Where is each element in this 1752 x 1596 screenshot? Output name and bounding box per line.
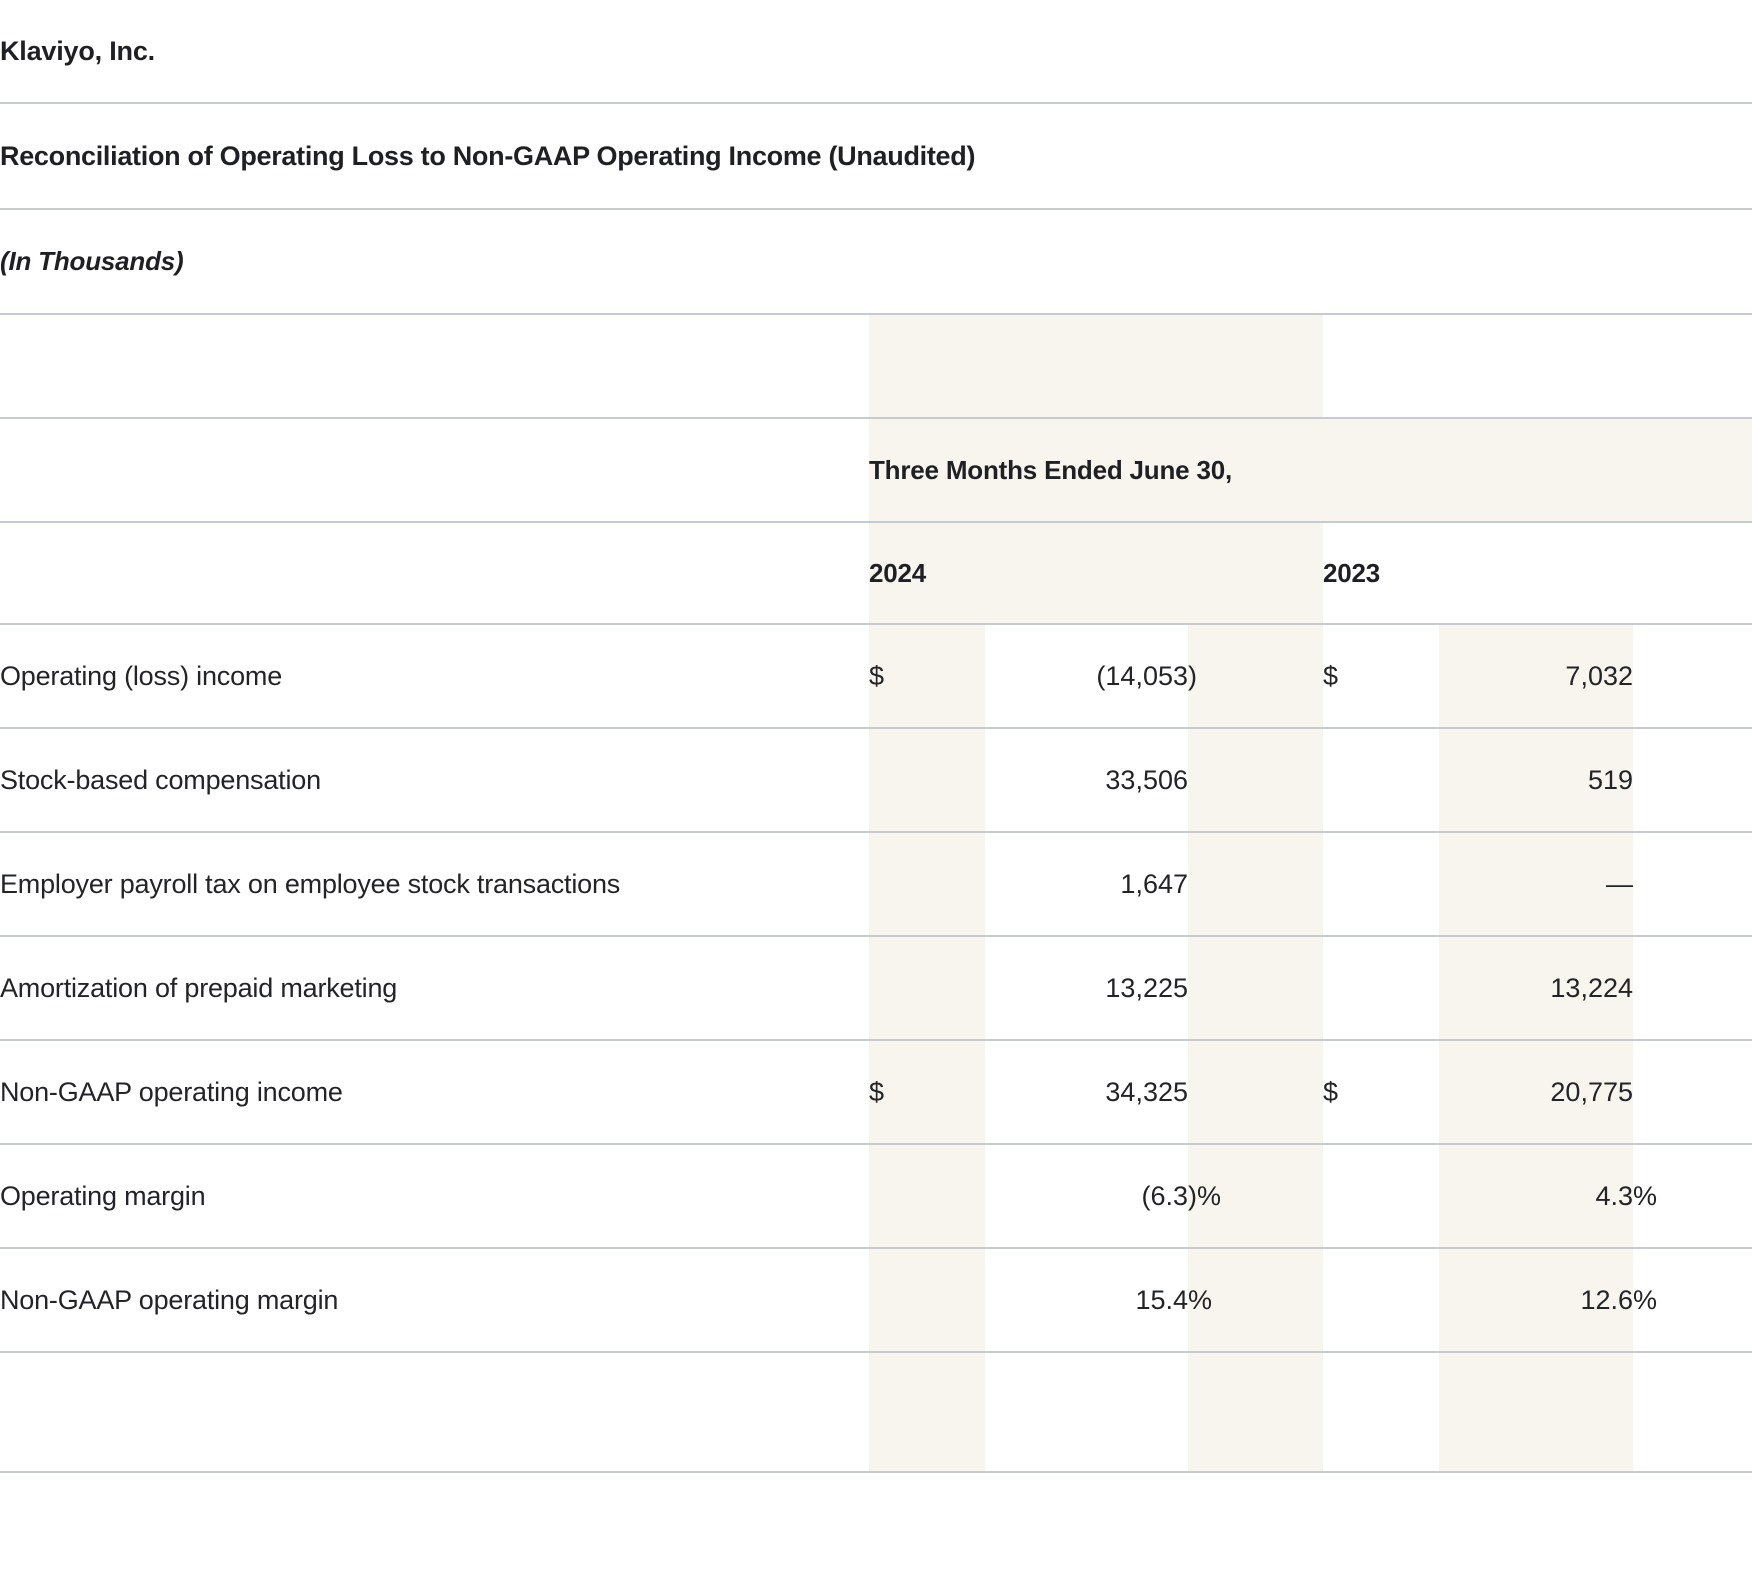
document-title: Reconciliation of Operating Loss to Non-GAAP Operating Income (Unaudited) <box>0 103 1752 209</box>
footer-blank-num1 <box>985 1352 1188 1472</box>
cell-suffix-2024 <box>1188 936 1323 1040</box>
cell-suffix-2023: % <box>1633 1144 1752 1248</box>
table-row <box>0 936 1752 1040</box>
cell-suffix-2023 <box>1633 936 1752 1040</box>
document-title-row <box>0 103 1752 209</box>
company-name: Klaviyo, Inc. <box>0 0 1752 103</box>
year-header-2023: 2023 <box>1323 522 1752 624</box>
row-label: Employer payroll tax on employee stock transactions <box>0 832 869 936</box>
cell-value-2024: 1,647 <box>985 832 1188 936</box>
footer-label-cell <box>0 1352 869 1472</box>
cell-currency-2023: $ <box>1323 624 1439 728</box>
cell-value-2023: 7,032 <box>1439 624 1633 728</box>
cell-currency-2024 <box>869 1248 985 1352</box>
cell-suffix-2024: )% <box>1188 1144 1323 1248</box>
cell-suffix-2023: % <box>1633 1248 1752 1352</box>
cell-suffix-2023 <box>1633 624 1752 728</box>
spacer-shaded-2024 <box>869 314 1323 418</box>
cell-currency-2023 <box>1323 1248 1439 1352</box>
cell-currency-2023: $ <box>1323 1040 1439 1144</box>
cell-currency-2023 <box>1323 832 1439 936</box>
cell-suffix-2024 <box>1188 1040 1323 1144</box>
table-row <box>0 624 1752 728</box>
cell-suffix-2024 <box>1188 728 1323 832</box>
cell-value-2024: (6.3 <box>985 1144 1188 1248</box>
footer-shade-par1 <box>1188 1352 1323 1472</box>
footer-blank-sym2 <box>1323 1352 1439 1472</box>
row-label: Non-GAAP operating income <box>0 1040 869 1144</box>
spacer-blank-2023 <box>1323 314 1752 418</box>
footer-blank-par2 <box>1633 1352 1752 1472</box>
table-row <box>0 1040 1752 1144</box>
table-row <box>0 1248 1752 1352</box>
cell-currency-2024 <box>869 1144 985 1248</box>
units-label: (In Thousands) <box>0 209 1752 314</box>
footer-shade-sym1 <box>869 1352 985 1472</box>
year-header-2024: 2024 <box>869 522 1323 624</box>
cell-suffix-2024: ) <box>1188 624 1323 728</box>
cell-value-2023: 519 <box>1439 728 1633 832</box>
period-label-blank <box>0 418 869 522</box>
cell-value-2024: 13,225 <box>985 936 1188 1040</box>
table-row <box>0 728 1752 832</box>
cell-value-2024: 33,506 <box>985 728 1188 832</box>
cell-currency-2023 <box>1323 728 1439 832</box>
cell-value-2023: 12.6 <box>1439 1248 1633 1352</box>
row-label: Stock-based compensation <box>0 728 869 832</box>
cell-suffix-2024: % <box>1188 1248 1323 1352</box>
cell-value-2024: 15.4 <box>985 1248 1188 1352</box>
header-spacer-row <box>0 314 1752 418</box>
cell-currency-2023 <box>1323 1144 1439 1248</box>
cell-suffix-2024 <box>1188 832 1323 936</box>
footer-shade-num2 <box>1439 1352 1633 1472</box>
table-footer-row <box>0 1352 1752 1472</box>
cell-currency-2024 <box>869 832 985 936</box>
row-label: Amortization of prepaid marketing <box>0 936 869 1040</box>
cell-currency-2024 <box>869 728 985 832</box>
cell-value-2024: (14,053 <box>985 624 1188 728</box>
table-row <box>0 1144 1752 1248</box>
cell-currency-2024: $ <box>869 624 985 728</box>
cell-currency-2024: $ <box>869 1040 985 1144</box>
period-header-label: Three Months Ended June 30, <box>869 418 1752 522</box>
period-header-row <box>0 418 1752 522</box>
year-header-row <box>0 522 1752 624</box>
cell-currency-2023 <box>1323 936 1439 1040</box>
year-label-blank <box>0 522 869 624</box>
cell-value-2024: 34,325 <box>985 1040 1188 1144</box>
cell-value-2023: 20,775 <box>1439 1040 1633 1144</box>
row-label: Non-GAAP operating margin <box>0 1248 869 1352</box>
cell-value-2023: — <box>1439 832 1633 936</box>
table-row <box>0 832 1752 936</box>
row-label: Operating margin <box>0 1144 869 1248</box>
units-row <box>0 209 1752 314</box>
cell-value-2023: 13,224 <box>1439 936 1633 1040</box>
spacer-label-cell <box>0 314 869 418</box>
company-header-row <box>0 0 1752 103</box>
cell-suffix-2023 <box>1633 728 1752 832</box>
cell-suffix-2023 <box>1633 832 1752 936</box>
row-label: Operating (loss) income <box>0 624 869 728</box>
cell-value-2023: 4.3 <box>1439 1144 1633 1248</box>
cell-currency-2024 <box>869 936 985 1040</box>
cell-suffix-2023 <box>1633 1040 1752 1144</box>
